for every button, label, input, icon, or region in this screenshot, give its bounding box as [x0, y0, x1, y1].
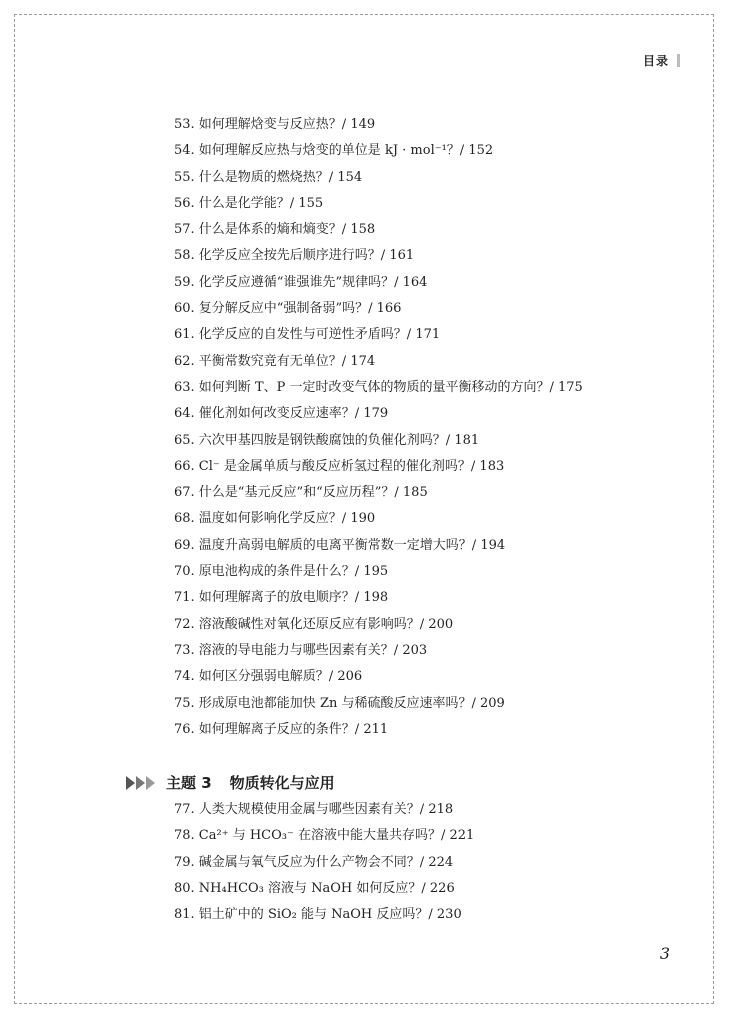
toc-entry[interactable]: 67. 什么是“基元反应”和“反应历程”？/ 185	[174, 485, 428, 501]
header-bar	[677, 54, 680, 67]
toc-entry[interactable]: 77. 人类大规模使用金属与哪些因素有关？/ 218	[174, 802, 454, 817]
toc-entry[interactable]: 66. Cl⁻ 是金属单质与酸反应析氢过程的催化剂吗？/ 183	[174, 458, 505, 474]
toc-entry[interactable]: 75. 形成原电池都能加快 Zn 与稀硫酸反应速率吗？/ 209	[174, 695, 505, 711]
section-name: 物质转化与应用	[229, 774, 335, 792]
toc-entry[interactable]: 80. NH₄HCO₃ 溶液与 NaOH 如何反应？/ 226	[174, 880, 455, 896]
toc-entry[interactable]: 79. 碱金属与氧气反应为什么产物会不同？/ 224	[174, 854, 454, 870]
toc-entry[interactable]: 71. 如何理解离子的放电顺序？/ 198	[174, 590, 389, 606]
page-number: 3	[659, 944, 670, 963]
toc-entry[interactable]: 65. 六次甲基四胺是钢铁酸腐蚀的负催化剂吗？/ 181	[174, 432, 480, 448]
toc-entry[interactable]: 54. 如何理解反应热与焓变的单位是 kJ · mol⁻¹？/ 152	[174, 143, 494, 159]
section-heading	[126, 772, 335, 793]
toc-entry[interactable]: 81. 铝土矿中的 SiO₂ 能与 NaOH 反应吗？/ 230	[174, 907, 462, 923]
toc-entry[interactable]: 60. 复分解反应中“强制备弱”吗？/ 166	[174, 301, 402, 317]
toc-entry[interactable]: 73. 溶液的导电能力与哪些因素有关？/ 203	[174, 642, 428, 658]
toc-entry[interactable]: 57. 什么是体系的熵和熵变？/ 158	[174, 222, 376, 238]
toc-entry[interactable]: 61. 化学反应的自发性与可逆性矛盾吗？/ 171	[174, 327, 441, 343]
toc-entry[interactable]: 76. 如何理解离子反应的条件？/ 211	[174, 721, 389, 737]
section-toc-list	[174, 797, 674, 928]
toc-list	[174, 112, 674, 743]
toc-entry[interactable]: 72. 溶液酸碱性对氧化还原反应有影响吗？/ 200	[174, 616, 454, 632]
toc-entry[interactable]: 70. 原电池构成的条件是什么？/ 195	[174, 564, 389, 580]
section-arrows-icon	[126, 776, 156, 790]
toc-entry[interactable]: 74. 如何区分强弱电解质？/ 206	[174, 669, 363, 685]
toc-entry[interactable]: 69. 温度升高弱电解质的电离平衡常数一定增大吗？/ 194	[174, 537, 506, 553]
toc-entry[interactable]: 62. 平衡常数究竟有无单位？/ 174	[174, 353, 376, 369]
toc-entry[interactable]: 64. 催化剂如何改变反应速率？/ 179	[174, 406, 389, 422]
toc-entry[interactable]: 68. 温度如何影响化学反应？/ 190	[174, 511, 376, 527]
toc-entry[interactable]: 53. 如何理解焓变与反应热？/ 149	[174, 117, 376, 132]
toc-entry[interactable]: 58. 化学反应全按先后顺序进行吗？/ 161	[174, 248, 415, 264]
toc-entry[interactable]: 56. 什么是化学能？/ 155	[174, 195, 324, 211]
running-header	[643, 52, 680, 69]
toc-entry[interactable]: 63. 如何判断 T、P 一定时改变气体的物质的量平衡移动的方向？/ 175	[174, 379, 583, 395]
toc-entry[interactable]: 59. 化学反应遵循“谁强谁先”规律吗？/ 164	[174, 274, 428, 290]
toc-entry[interactable]: 78. Ca²⁺ 与 HCO₃⁻ 在溶液中能大量共存吗？/ 221	[174, 828, 475, 844]
section-label: 主题 3	[166, 774, 212, 792]
header-title: 目录	[642, 54, 669, 68]
toc-entry[interactable]: 55. 什么是物质的燃烧热？/ 154	[174, 169, 363, 185]
